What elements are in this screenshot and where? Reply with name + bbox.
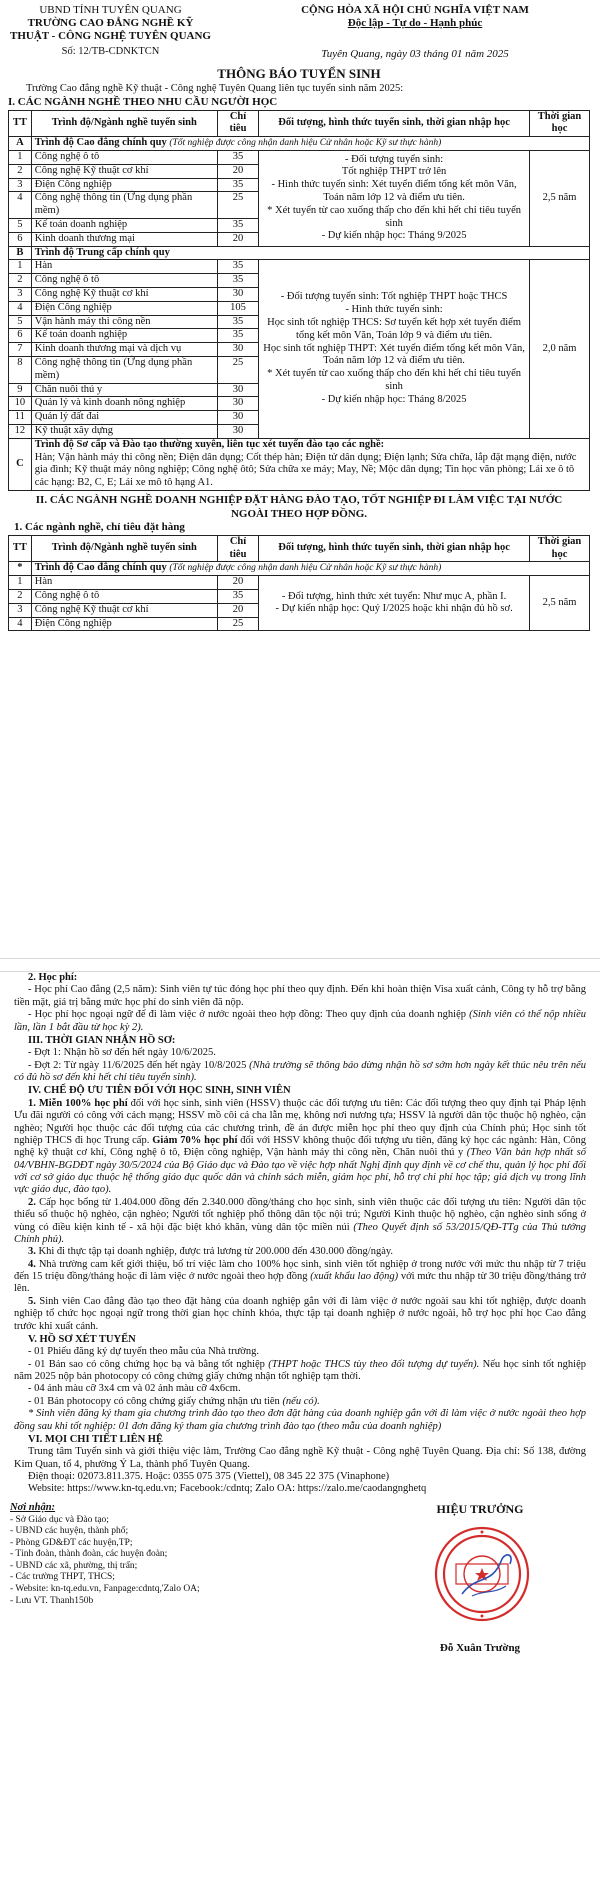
recipient-item: - Lưu VT. Thanh150b	[10, 1595, 94, 1606]
contact-address: Trung tâm Tuyển sinh và giới thiệu việc làm, Trường Cao đẳng nghề Kỹ thuật - Công nghệ Tuyên Quang. Địa chỉ: Số 138, đường Kim Quan, tổ 4, phường Ỷ La, thành phố Tuyên Quang.	[14, 1446, 586, 1470]
group-c-trades: Hàn; Vận hành máy thi công nền; Điện dân dụng; Cốt thép hàn; Điện tử dân dụng; Điện lạnh; Sửa chữa, lắp đặt mạng điện, nước gia đình; Kỹ thuật máy nông nghiệp; Công nghệ ôtô; Sửa chữa xe máy; May, Nề; Mộc dân dụng; Tin học văn phòng; Lái xe ô tô các hạng: B2, C, E; Lái xe mô tô hạng A1.	[34, 451, 577, 489]
row-major: Công nghệ Kỹ thuật cơ khí	[31, 603, 217, 617]
row-tt: 3	[9, 178, 32, 192]
text-run: (xuất khẩu lao động)	[307, 1271, 399, 1282]
row-major: Kinh doanh thương mại và dịch vụ	[31, 343, 217, 357]
row-tt: 5	[9, 219, 32, 233]
duration-b: 2,0 năm	[530, 260, 590, 438]
row-tt: 11	[9, 411, 32, 425]
row-major: Điện Công nghiệp	[31, 301, 217, 315]
row-tt: 2	[9, 274, 32, 288]
col-header-major: Trình độ/Ngành nghề tuyển sinh	[31, 535, 217, 562]
signer-name: Đỗ Xuân Trường	[439, 1641, 521, 1654]
col-header-tt: TT	[9, 110, 32, 137]
row-major: Quản lý đất đai	[31, 411, 217, 425]
row-tt: 6	[9, 329, 32, 343]
row-tt: 6	[9, 232, 32, 246]
text-run: 2.	[28, 1196, 36, 1208]
page-break	[0, 958, 600, 972]
info-line: - Hình thức tuyển sinh:	[345, 304, 443, 316]
text-run: 3.	[28, 1246, 36, 1258]
info-line: - Đối tượng tuyển sinh:	[345, 153, 444, 165]
info-line: - Dự kiến nhập học: Tháng 9/2025	[321, 230, 467, 242]
row-quota: 30	[217, 383, 258, 397]
row-quota: 35	[217, 329, 258, 343]
official-seal-icon	[432, 1524, 532, 1624]
group-row	[9, 562, 590, 576]
row-quota: 25	[217, 617, 258, 631]
row-major: Công nghệ ô tô	[31, 151, 217, 165]
required-doc-1: - 01 Phiếu đăng ký dự tuyển theo mẫu của Nhà trường.	[28, 1346, 259, 1358]
table-header-row	[9, 110, 590, 137]
group-c-content	[31, 438, 589, 490]
row-tt: 2	[9, 590, 32, 604]
row-major: Hàn	[31, 260, 217, 274]
intake-round-2	[14, 1060, 586, 1085]
col-header-tt: TT	[9, 535, 32, 562]
document-number: Số: 12/TB-CDNKTCN	[61, 45, 160, 57]
row-quota: 20	[217, 164, 258, 178]
body-text	[10, 972, 590, 1496]
text-run: 4.	[28, 1258, 36, 1270]
row-quota: 25	[217, 192, 258, 219]
document-title: THÔNG BÁO TUYỂN SINH	[217, 65, 381, 81]
group-note: (Tốt nghiệp được công nhận danh hiệu Cử nhân hoặc Kỹ sư thực hành)	[169, 563, 442, 574]
text-run: - Đợt 2: Từ ngày 11/6/2025 đến hết ngày 10/8/2025	[28, 1059, 247, 1071]
info-line: * Xét tuyển từ cao xuống thấp cho đến khi hết chỉ tiêu tuyển sinh	[267, 204, 521, 229]
text-run: Khi đi thực tập tại doanh nghiệp, được trả lương từ 200.000 đến 430.000 đồng/ngày.	[35, 1246, 394, 1258]
row-quota: 35	[217, 260, 258, 274]
parent-organization: UBND TỈNH TUYÊN QUANG	[39, 4, 182, 16]
recipients-list	[10, 1502, 260, 1607]
col-header-quota: Chỉ tiêu	[217, 110, 258, 137]
row-major: Hàn	[31, 576, 217, 590]
row-major: Chăn nuôi thú y	[31, 383, 217, 397]
row-quota: 35	[217, 151, 258, 165]
row-major: Công nghệ ô tô	[31, 590, 217, 604]
admission-info-a	[259, 151, 530, 247]
table-row	[9, 151, 590, 165]
country-name: CỘNG HÒA XÃ HỘI CHỦ NGHĨA VIỆT NAM	[301, 4, 529, 16]
recipient-item: - Phòng GD&ĐT các huyện,TP;	[10, 1537, 133, 1548]
row-major: Điện Công nghiệp	[31, 178, 217, 192]
row-tt: 9	[9, 383, 32, 397]
row-major: Kế toán doanh nghiệp	[31, 329, 217, 343]
recipient-item: - Sở Giáo dục và Đào tạo;	[10, 1514, 109, 1525]
row-major: Công nghệ Kỹ thuật cơ khí	[31, 164, 217, 178]
priority-item-2	[14, 1197, 586, 1247]
row-major: Kinh doanh thương mại	[31, 232, 217, 246]
required-doc-4	[14, 1396, 586, 1408]
group-row-a	[9, 137, 590, 151]
admission-info	[259, 576, 530, 631]
text-run: Nếu học sinh tốt nghiệp năm 2025 nộp bản photocopy có công chứng giấy chứng nhận tốt nghiệp tạm thời.	[14, 1358, 586, 1382]
row-tt: 4	[9, 192, 32, 219]
col-header-admission: Đối tượng, hình thức tuyển sinh, thời gian nhập học	[259, 110, 530, 137]
text-run: với mức thu nhập từ 30 triệu đồng/tháng trở lên.	[14, 1271, 586, 1295]
duration: 2,5 năm	[530, 576, 590, 631]
row-quota: 20	[217, 603, 258, 617]
section-2-heading: II. CÁC NGÀNH NGHỀ DOANH NGHIỆP ĐẶT HÀNG ĐÀO TẠO, TỐT NGHIỆP ĐI LÀM VIỆC TẠI NƯỚC NGOÀI THEO HỢP ĐỒNG.	[35, 493, 563, 520]
text-run: - Học phí học ngoại ngữ để đi làm việc ở nước ngoài theo hợp đồng: Theo quy định của doanh nghiệp	[28, 1009, 466, 1021]
section-3-heading: III. THỜI GIAN NHẬN HỒ SƠ:	[28, 1034, 176, 1046]
table-header-row	[9, 535, 590, 562]
row-major: Vận hành máy thi công nền	[31, 315, 217, 329]
col-header-major: Trình độ/Ngành nghề tuyển sinh	[31, 110, 217, 137]
info-line: - Dự kiến nhập học: Quý I/2025 hoặc khi nhận đủ hồ sơ.	[275, 603, 513, 615]
recipients-label: Nơi nhận:	[10, 1501, 56, 1513]
section-2-subheading: 1. Các ngành nghề, chỉ tiêu đặt hàng	[14, 521, 185, 534]
row-major: Công nghệ thông tin (Ứng dụng phần mềm)	[31, 192, 217, 219]
table-section-2	[8, 535, 590, 632]
table-row	[9, 576, 590, 590]
row-tt: 7	[9, 343, 32, 357]
text-run: đối với HSSV không thuộc đối tượng ưu tiên, đăng ký học các ngành: Hàn, Công nghệ kỹ thuật cơ khí, Công nghệ ô tô, Điện công nghiệp, Vận hành máy thi công nền, Chăn nuôi thú y	[14, 1134, 586, 1159]
priority-item-3	[14, 1246, 586, 1258]
info-line: - Hình thức tuyển sinh: Xét tuyển điểm tổng kết môn Văn, Toán năm lớp 12 và điểm ưu tiên.	[271, 179, 517, 203]
info-line: Học sinh tốt nghiệp THCS: Sơ tuyển kết hợp xét tuyển điểm tổng kết môn Văn, Toán lớp 9 và điểm ưu tiên.	[267, 317, 521, 341]
info-line: Học sinh tốt nghiệp THPT: Xét tuyển điểm tổng kết môn Văn, Toán năm lớp 12 và điểm ưu tiên.	[263, 342, 525, 367]
text-run: (Nhà trường sẽ thông báo dừng nhận hồ sơ sớm hơn ngày kết thúc nêu trên nếu có đủ hồ sơ đến khi hết chỉ tiêu tuyển sinh).	[14, 1059, 586, 1083]
row-tt: 1	[9, 151, 32, 165]
row-tt: 4	[9, 301, 32, 315]
row-quota: 35	[217, 219, 258, 233]
row-major: Điện Công nghiệp	[31, 617, 217, 631]
required-doc-3: - 04 ảnh màu cỡ 3x4 cm và 02 ảnh màu cỡ 4x6cm.	[28, 1383, 241, 1395]
table-row	[9, 260, 590, 274]
row-tt: 2	[9, 164, 32, 178]
group-note: (Tốt nghiệp được công nhận danh hiệu Cử nhân hoặc Kỹ sư thực hành)	[169, 138, 442, 149]
text-run: (Theo Văn bản hợp nhất số 04/VBHN-BGDĐT ngày 30/5/2024 của Bộ Giáo dục và Đào tạo về việc hợp nhất Nghị định quy định về cơ chế thu, quản lý học phí đối với cơ sở giáo dục thuộc hệ thống giáo dục quốc dân và chính sách miễn, giảm học phí, hỗ trợ chi phí học tập; giá dịch vụ trong lĩnh vực giáo dục, đào tạo).	[14, 1147, 586, 1196]
row-tt: 1	[9, 576, 32, 590]
school-name: TRƯỜNG CAO ĐẲNG NGHỀ KỸ THUẬT - CÔNG NGHỆ TUYÊN QUANG	[10, 16, 211, 42]
table-section-1	[8, 110, 590, 491]
text-run: - 01 Bản photocopy có công chứng giấy chứng nhận ưu tiên	[28, 1395, 280, 1407]
row-major: Công nghệ Kỹ thuật cơ khí	[31, 287, 217, 301]
col-header-quota: Chỉ tiêu	[217, 535, 258, 562]
text-run: 1. Miễn 100% học phí	[28, 1097, 128, 1109]
row-tt: 4	[9, 617, 32, 631]
row-quota: 35	[217, 178, 258, 192]
recipient-item: - Tỉnh đoàn, thành đoàn, các huyện đoàn;	[10, 1549, 168, 1560]
signature-block	[370, 1501, 590, 1654]
row-major: Công nghệ ô tô	[31, 274, 217, 288]
text-run: Sinh viên Cao đẳng đào tạo theo đặt hàng của doanh nghiệp gắn với đi làm việc ở nước ngoài sau khi tốt nghiệp, được doanh nghiệp tổ chức học ngoại ngữ trong thời gian học chính khóa, thực tập tại doanh nghiệp ở nước ngoài, hỗ trợ học phí học Cao đẳng trước khi xuất cảnh.	[14, 1295, 586, 1332]
signer-role: HIỆU TRƯỞNG	[436, 1501, 524, 1516]
contact-phone: Điện thoại: 02073.811.375. Hoặc: 0355 075 375 (Viettel), 08 345 22 375 (Vinaphone)	[28, 1471, 390, 1482]
group-title: Trình độ Sơ cấp và Đào tạo thường xuyên, liên tục xét tuyển đào tạo các nghề:	[34, 438, 385, 450]
group-label	[31, 137, 589, 151]
info-line: - Đối tượng tuyển sinh: Tốt nghiệp THPT hoặc THCS	[280, 291, 508, 303]
row-quota: 20	[217, 576, 258, 590]
row-major: Kỹ thuật xây dựng	[31, 424, 217, 438]
group-row-c	[9, 438, 590, 490]
col-header-duration: Thời gian học	[530, 110, 590, 137]
text-run: đối với học sinh, sinh viên (HSSV) thuộc các đối tượng ưu tiên: Các đối tượng theo quy định tại Pháp lệnh Ưu đãi người có công với cách mạng; HSSV mồ côi cả cha lẫn mẹ, không nơi nương tựa; HSSV là người dân tộc thuộc hộ nghèo, cận nghèo; Người học thuộc các đối tượng của các chương trình, đề án được miễn học phí theo quy định của Chính phủ; Học sinh tốt nghiệp THCS đi học Trung cấp.	[14, 1097, 586, 1146]
text-run: Cấp học bổng từ 1.404.000 đồng đến 2.340.000 đồng/tháng cho học sinh, sinh viên thuộc các đối tượng ưu tiên: Người dân tộc thiểu số thuộc hộ nghèo, cận nghèo; Người tốt nghiệp phổ thông dân tộc nội trú; Người Kinh thuộc hộ nghèo, cận nghèo sinh sống ở vùng có điều kiện kinh tế - xã hội đặc biệt khó khăn, vùng dân tộc miền núi	[14, 1196, 586, 1233]
row-quota: 105	[217, 301, 258, 315]
row-quota: 30	[217, 411, 258, 425]
row-quota: 35	[217, 315, 258, 329]
sheet-page-2	[0, 972, 600, 1892]
group-row-b	[9, 246, 590, 260]
info-line: Tốt nghiệp THPT trở lên	[341, 166, 447, 178]
text-run: Giảm 70% học phí	[149, 1134, 238, 1146]
recipient-item: - UBND các xã, phường, thị trấn;	[10, 1560, 138, 1571]
row-tt: 3	[9, 287, 32, 301]
section-4-heading: IV. CHẾ ĐỘ ƯU TIÊN ĐỐI VỚI HỌC SINH, SINH VIÊN	[28, 1085, 291, 1097]
row-quota: 35	[217, 590, 258, 604]
fees-paragraph-2	[14, 1009, 586, 1034]
recipient-item: - Website: kn-tq.edu.vn, Fanpage:cdntq,'Zalo OA;	[10, 1584, 200, 1595]
fees-heading: 2. Học phí:	[28, 972, 78, 983]
row-quota: 30	[217, 397, 258, 411]
text-run: Nhà trường cam kết giới thiệu, bố trí việc làm cho 100% học sinh, sinh viên tốt nghiệp ở trong nước với mức thu nhập từ 7 triệu đến 15 triệu đồng/tháng hoặc đi làm việc ở nước ngoài theo hợp đồng	[14, 1258, 586, 1282]
group-label	[31, 562, 589, 576]
text-run: (THPT hoặc THCS tùy theo đối tượng dự tuyển).	[264, 1358, 480, 1370]
national-heading	[240, 4, 590, 62]
group-title: Trình độ Cao đẳng chính quy	[34, 562, 167, 574]
group-code: A	[9, 137, 32, 151]
fees-paragraph-1: - Học phí Cao đẳng (2,5 năm): Sinh viên tự túc đóng học phí theo quy định. Đến khi hoàn thiện Visa xuất cảnh, Công ty hỗ trợ bằng tiền mặt, giá trị bằng mức học phí do sinh viên đã nộp.	[14, 984, 586, 1008]
document-footer	[10, 1501, 590, 1654]
recipient-item: - UBND các huyện, thành phố;	[10, 1526, 129, 1537]
recipient-item: - Các trường THPT, THCS;	[10, 1572, 115, 1583]
section-1-heading: I. CÁC NGÀNH NGHỀ THEO NHU CẦU NGƯỜI HỌC	[8, 96, 278, 109]
row-tt: 8	[9, 356, 32, 383]
group-title: Trình độ Trung cấp chính quy	[31, 246, 589, 260]
row-quota: 30	[217, 424, 258, 438]
col-header-admission: Đối tượng, hình thức tuyển sinh, thời gian nhập học	[259, 535, 530, 562]
issuing-organization	[8, 4, 213, 62]
group-code: B	[9, 246, 32, 260]
required-doc-5: * Sinh viên đăng ký tham gia chương trình đào tạo theo đơn đặt hàng của doanh nghiệp gắn với đi làm việc ở nước ngoài theo hợp đồng sau khi tốt nghiệp: 01 đơn đăng ký tham gia chương trình đào tạo (theo mẫu của doanh nghiệp)	[14, 1408, 586, 1432]
col-header-duration: Thời gian học	[530, 535, 590, 562]
row-major: Kế toán doanh nghiệp	[31, 219, 217, 233]
admission-info-b	[259, 260, 530, 438]
group-code: *	[9, 562, 32, 576]
row-quota: 25	[217, 356, 258, 383]
row-major: Quản lý và kinh doanh nông nghiệp	[31, 397, 217, 411]
row-tt: 3	[9, 603, 32, 617]
info-line: * Xét tuyển từ cao xuống thấp cho đến khi hết chỉ tiêu tuyển sinh	[267, 368, 521, 393]
intake-round-1: - Đợt 1: Nhận hồ sơ đến hết ngày 10/6/2025.	[28, 1047, 216, 1059]
text-run: 5.	[28, 1295, 36, 1307]
text-run: (Sinh viên có thể nộp nhiều lần, lần 1 bắt đầu từ học kỳ 2).	[14, 1009, 586, 1033]
priority-item-1	[14, 1098, 586, 1197]
group-code: C	[9, 438, 32, 490]
required-doc-2	[14, 1359, 586, 1384]
row-tt: 12	[9, 424, 32, 438]
info-line: - Đối tượng, hình thức xét tuyển: Như mục A, phần I.	[281, 590, 507, 602]
row-tt: 10	[9, 397, 32, 411]
intro-text: Trường Cao đẳng nghề Kỹ thuật - Công nghệ Tuyên Quang liên tục tuyển sinh năm 2025:	[26, 83, 404, 95]
row-quota: 30	[217, 287, 258, 301]
row-tt: 1	[9, 260, 32, 274]
row-major: Công nghệ thông tin (Ứng dụng phần mềm)	[31, 356, 217, 383]
row-quota: 20	[217, 232, 258, 246]
group-title: Trình độ Cao đẳng chính quy	[34, 137, 167, 149]
issue-date: Tuyên Quang, ngày 03 tháng 01 năm 2025	[321, 48, 509, 61]
text-run: - 01 Bản sao có công chứng học bạ và bằng tốt nghiệp	[28, 1358, 265, 1370]
contact-web[interactable]: Website: https://www.kn-tq.edu.vn; Facebook:/cdntq; Zalo OA: https://zalo.me/caodangnghetq	[28, 1483, 427, 1495]
section-6-heading: VI. MỌI CHI TIẾT LIÊN HỆ	[28, 1433, 163, 1445]
section-5-heading: V. HỒ SƠ XÉT TUYỂN	[28, 1333, 136, 1345]
priority-item-4	[14, 1259, 586, 1296]
national-motto: Độc lập - Tự do - Hạnh phúc	[347, 17, 483, 30]
info-line: - Dự kiến nhập học: Tháng 8/2025	[321, 393, 467, 405]
priority-item-5	[14, 1296, 586, 1333]
text-run: (nếu có).	[279, 1395, 320, 1407]
row-quota: 30	[217, 343, 258, 357]
document-header	[8, 0, 590, 62]
duration-a: 2,5 năm	[530, 151, 590, 247]
text-run: (Theo Quyết định số 53/2015/QĐ-TTg của Thủ tướng Chính phủ).	[14, 1221, 587, 1245]
row-quota: 35	[217, 274, 258, 288]
row-tt: 5	[9, 315, 32, 329]
